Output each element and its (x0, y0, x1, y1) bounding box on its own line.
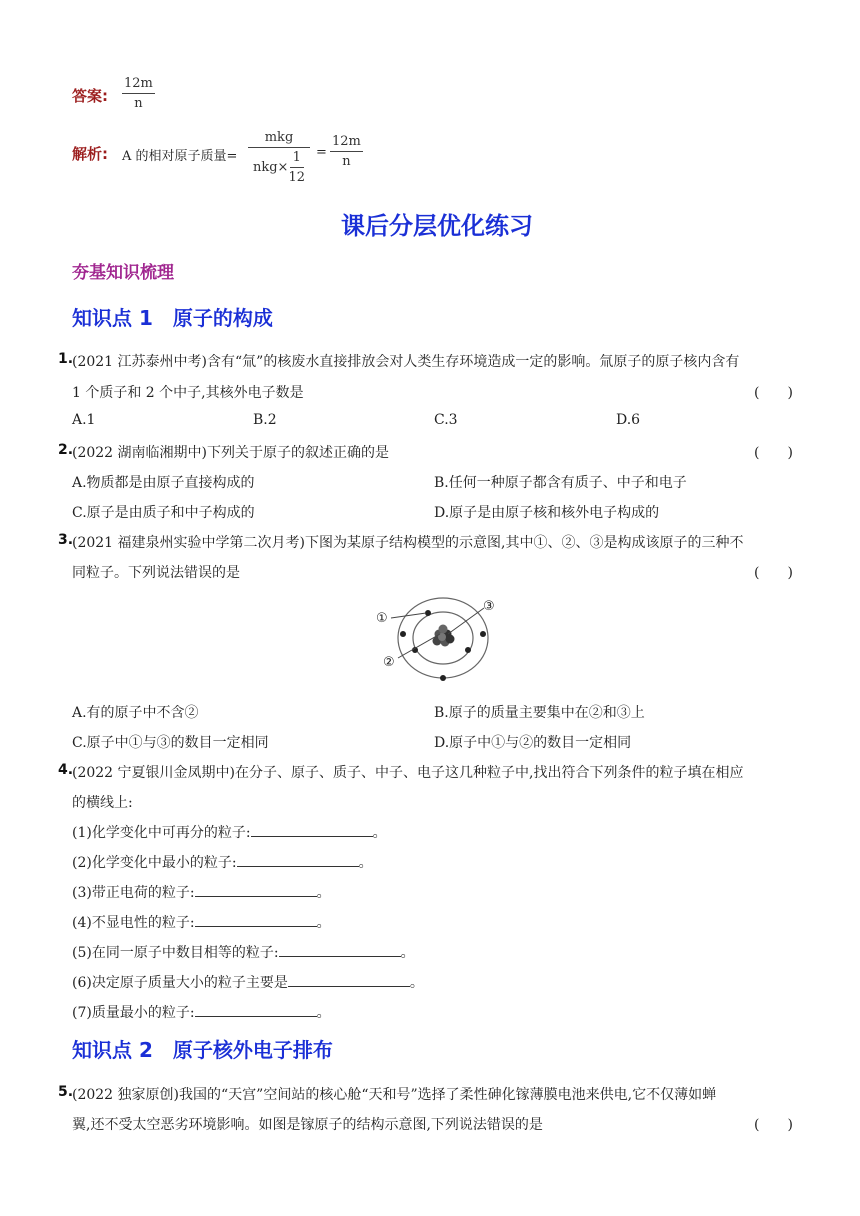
question-text: (2022 独家原创)我国的“天宫”空间站的核心舱“天和号”选择了柔性砷化镓薄膜电池来供电,它不仅薄如蝉 (72, 1087, 717, 1103)
question-number: 3. (58, 532, 74, 548)
question-text: (2021 福建泉州实验中学第二次月考)下图为某原子结构模型的示意图,其中①、②、③是构成该原子的三种不 (72, 535, 744, 551)
option-b: B.2 (253, 412, 277, 428)
inner-num: 1 (292, 150, 301, 165)
answer-paren: ( ) (754, 1117, 793, 1133)
option-a: A.1 (72, 412, 96, 428)
option-c: C.3 (434, 412, 458, 428)
inner-fraction (288, 150, 305, 185)
answer-blank[interactable] (195, 884, 317, 897)
question-text: 同粒子。下列说法错误的是 (72, 565, 240, 581)
answer-blank[interactable] (195, 914, 317, 927)
electron (465, 647, 471, 653)
pointer-line-3 (448, 608, 484, 634)
analysis-label: 解析: (72, 145, 108, 163)
question-number: 5. (58, 1084, 74, 1100)
answer-fraction (122, 76, 155, 111)
fraction-bar (122, 93, 155, 94)
answer-paren: ( ) (754, 445, 793, 461)
label-3: ③ (483, 599, 495, 614)
option-d: D.6 (616, 412, 641, 428)
inner-den: 12 (288, 170, 305, 185)
pointer-line-1 (391, 613, 426, 618)
fraction-bar (330, 151, 363, 152)
section-title: 课后分层优化练习 (341, 212, 533, 240)
option-a: A.物质都是由原子直接构成的 (72, 475, 255, 491)
electron (480, 631, 486, 637)
subsection-title: 夯基知识梳理 (72, 263, 174, 283)
question-text: 翼,还不受太空恶劣环境影响。如图是镓原子的结构示意图,下列说法错误的是 (72, 1117, 543, 1133)
analysis-text: A 的相对原子质量= (122, 149, 238, 164)
label-2: ② (383, 655, 395, 670)
answer-paren: ( ) (754, 385, 793, 401)
electron (440, 675, 446, 681)
option-c: C.原子中①与③的数目一定相同 (72, 735, 269, 751)
answer-label: 答案: (72, 87, 108, 105)
analysis-frac-den (253, 150, 305, 185)
fraction-bar (290, 167, 304, 168)
analysis-fraction (248, 130, 310, 185)
fill-item: (3)带正电荷的粒子: 。 (72, 885, 331, 901)
label-1: ① (376, 611, 388, 626)
electron (400, 631, 406, 637)
atom-structure-diagram (370, 594, 500, 690)
nucleus (433, 625, 455, 647)
answer-blank[interactable] (288, 974, 410, 987)
analysis-result (330, 134, 363, 169)
option-b: B.原子的质量主要集中在②和③上 (434, 705, 645, 721)
option-c: C.原子是由质子和中子构成的 (72, 505, 255, 521)
answer-blank[interactable] (251, 824, 373, 837)
question-text: (2021 江苏泰州中考)含有“氚”的核废水直接排放会对人类生存环境造成一定的影响。氚原子的原子核内含有 (72, 354, 740, 370)
fill-item: (6)决定原子质量大小的粒子主要是 。 (72, 975, 424, 991)
knowledge-point-1: 知识点 1 原子的构成 (72, 306, 273, 330)
result-num: 12m (332, 134, 361, 149)
question-text: (2022 宁夏银川金凤期中)在分子、原子、质子、中子、电子这几种粒子中,找出符合下列条件的粒子填在相应 (72, 765, 744, 781)
analysis-frac-den-prefix: nkg× (252, 160, 289, 175)
fill-item: (4)不显电性的粒子: 。 (72, 915, 331, 931)
fill-item: (7)质量最小的粒子: 。 (72, 1005, 331, 1021)
result-den: n (342, 154, 351, 169)
fill-item: (2)化学变化中最小的粒子: 。 (72, 855, 373, 871)
option-a: A.有的原子中不含② (72, 705, 199, 721)
answer-paren: ( ) (754, 565, 793, 581)
question-text: 的横线上: (72, 795, 133, 811)
question-text: 1 个质子和 2 个中子,其核外电子数是 (72, 385, 304, 401)
fraction-bar (248, 147, 310, 148)
knowledge-point-2: 知识点 2 原子核外电子排布 (72, 1038, 333, 1062)
fill-item: (1)化学变化中可再分的粒子: 。 (72, 825, 387, 841)
answer-blank[interactable] (195, 1004, 317, 1017)
fill-item: (5)在同一原子中数目相等的粒子: 。 (72, 945, 415, 961)
option-d: D.原子是由原子核和核外电子构成的 (434, 505, 660, 521)
answer-blank[interactable] (237, 854, 359, 867)
question-number: 4. (58, 762, 74, 778)
question-number: 1. (58, 351, 74, 367)
option-d: D.原子中①与②的数目一定相同 (434, 735, 632, 751)
analysis-equals: = (316, 145, 327, 160)
question-number: 2. (58, 442, 74, 458)
question-text: (2022 湖南临湘期中)下列关于原子的叙述正确的是 (72, 445, 390, 461)
answer-denominator: n (134, 96, 143, 111)
answer-blank[interactable] (279, 944, 401, 957)
option-b: B.任何一种原子都含有质子、中子和电子 (434, 475, 687, 491)
answer-numerator: 12m (124, 76, 153, 91)
analysis-frac-num: mkg (264, 130, 294, 145)
